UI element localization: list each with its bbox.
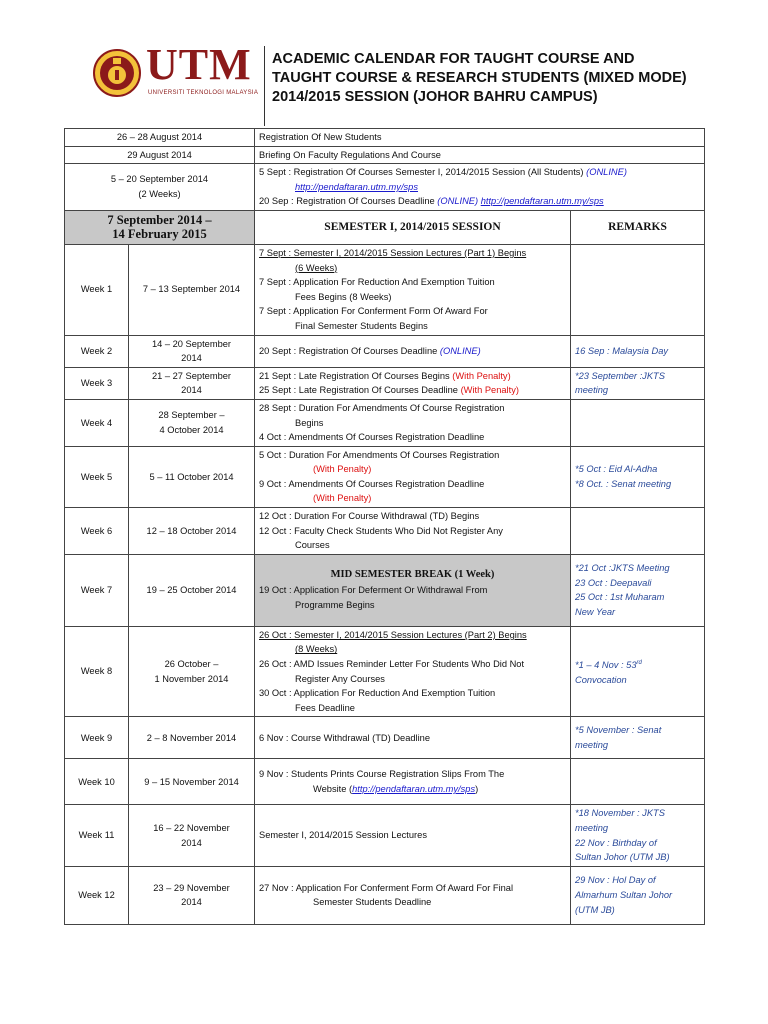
event-cell: 5 Oct : Duration For Amendments Of Courses Registration (With Penalty) 9 Oct : Amendments Of Courses Registration Deadline (With Penalty) xyxy=(255,446,571,507)
document-header xyxy=(0,0,768,126)
week-cell: Week 11 xyxy=(65,805,129,866)
calendar-table xyxy=(64,128,705,925)
header-divider xyxy=(264,46,265,126)
event-cell: 21 Sept : Late Registration Of Courses Begins (With Penalty) 25 Sept : Late Registration Of Courses Deadline (With Penalty) xyxy=(255,367,571,399)
remarks-cell: *5 Oct : Eid Al-Adha *8 Oct. : Senat meeting xyxy=(571,446,705,507)
event-cell: 12 Oct : Duration For Course Withdrawal (TD) Begins 12 Oct : Faculty Check Students Who Did Not Register Any Courses xyxy=(255,508,571,555)
event-cell: 9 Nov : Students Prints Course Registration Slips From The Website (http://pendaftaran.utm.my/sps) xyxy=(255,759,571,805)
remarks-cell: 29 Nov : Hol Day of Almarhum Sultan Johor (UTM JB) xyxy=(571,866,705,924)
event-cell: Registration Of New Students xyxy=(255,129,705,147)
table-row xyxy=(65,146,705,164)
event-cell: 7 Sept : Semester I, 2014/2015 Session Lectures (Part 1) Begins (6 Weeks) 7 Sept : Application For Reduction And Exemption Tuition Fees Begins (8 Weeks) 7 Sept : Application For Conferment Form Of Award For Final Semester Students Begins xyxy=(255,244,571,335)
table-row xyxy=(65,508,705,555)
event-cell: 5 Sept : Registration Of Courses Semester I, 2014/2015 Session (All Students) (ONLINE) http://pendaftaran.utm.my/sps 20 Sep : Registration Of Courses Deadline (ONLINE) http://pendaftaran.utm.my/sps xyxy=(255,164,705,211)
table-row xyxy=(65,554,705,626)
table-row xyxy=(65,164,705,211)
remarks-cell xyxy=(571,244,705,335)
registration-link[interactable]: http://pendaftaran.utm.my/sps xyxy=(295,181,418,192)
date-cell: 14 – 20 September 2014 xyxy=(129,335,255,367)
date-cell: 28 September – 4 October 2014 xyxy=(129,399,255,446)
week-cell: Week 12 xyxy=(65,866,129,924)
title-line-2: TAUGHT COURSE & RESEARCH STUDENTS (MIXED MODE) xyxy=(272,70,687,86)
table-row xyxy=(65,335,705,367)
week-cell: Week 5 xyxy=(65,446,129,507)
table-row xyxy=(65,626,705,717)
week-cell: Week 8 xyxy=(65,626,129,717)
week-cell: Week 6 xyxy=(65,508,129,555)
event-cell: 26 Oct : Semester I, 2014/2015 Session Lectures (Part 2) Begins (8 Weeks) 26 Oct : AMD Issues Reminder Letter For Students Who Did Not Register Any Courses 30 Oct : Application For Reduction And Exemption Tuition Fees Deadline xyxy=(255,626,571,717)
event-cell: 28 Sept : Duration For Amendments Of Course Registration Begins 4 Oct : Amendments Of Courses Registration Deadline xyxy=(255,399,571,446)
table-row xyxy=(65,244,705,335)
week-cell: Week 4 xyxy=(65,399,129,446)
title-line-3: 2014/2015 SESSION (JOHOR BAHRU CAMPUS) xyxy=(272,89,598,105)
table-row xyxy=(65,717,705,759)
date-cell: 7 – 13 September 2014 xyxy=(129,244,255,335)
remarks-cell xyxy=(571,508,705,555)
week-cell: Week 7 xyxy=(65,554,129,626)
table-row xyxy=(65,446,705,507)
event-cell: Semester I, 2014/2015 Session Lectures xyxy=(255,805,571,866)
date-cell: 5 – 11 October 2014 xyxy=(129,446,255,507)
date-cell: 29 August 2014 xyxy=(65,146,255,164)
week-cell: Week 10 xyxy=(65,759,129,805)
date-cell: 26 – 28 August 2014 xyxy=(65,129,255,147)
date-cell: 23 – 29 November 2014 xyxy=(129,866,255,924)
page-title xyxy=(272,50,752,107)
remarks-cell: *18 November : JKTS meeting 22 Nov : Birthday of Sultan Johor (UTM JB) xyxy=(571,805,705,866)
remarks-header: REMARKS xyxy=(571,210,705,244)
remarks-cell: *1 – 4 Nov : 53rd Convocation xyxy=(571,626,705,717)
table-row xyxy=(65,129,705,147)
event-cell: 6 Nov : Course Withdrawal (TD) Deadline xyxy=(255,717,571,759)
remarks-cell: 16 Sep : Malaysia Day xyxy=(571,335,705,367)
event-cell: 20 Sept : Registration Of Courses Deadline (ONLINE) xyxy=(255,335,571,367)
week-cell: Week 1 xyxy=(65,244,129,335)
registration-link[interactable]: http://pendaftaran.utm.my/sps xyxy=(480,196,604,207)
table-row xyxy=(65,866,705,924)
week-cell: Week 3 xyxy=(65,367,129,399)
semester-dates: 7 September 2014 – 14 February 2015 xyxy=(65,210,255,244)
remarks-cell: *23 September :JKTS meeting xyxy=(571,367,705,399)
table-row xyxy=(65,805,705,866)
date-cell: 2 – 8 November 2014 xyxy=(129,717,255,759)
table-row xyxy=(65,759,705,805)
logo-wordmark: UTM xyxy=(146,40,252,89)
table-row xyxy=(65,399,705,446)
registration-link[interactable]: http://pendaftaran.utm.my/sps xyxy=(352,783,476,794)
event-cell: 27 Nov : Application For Conferment Form Of Award For Final Semester Students Deadline xyxy=(255,866,571,924)
event-cell: MID SEMESTER BREAK (1 Week) 19 Oct : Application For Deferment Or Withdrawal From Programme Begins xyxy=(255,554,571,626)
date-cell: 21 – 27 September 2014 xyxy=(129,367,255,399)
date-cell: 9 – 15 November 2014 xyxy=(129,759,255,805)
remarks-cell: *5 November : Senat meeting xyxy=(571,717,705,759)
date-cell: 5 – 20 September 2014 (2 Weeks) xyxy=(65,164,255,211)
date-cell: 19 – 25 October 2014 xyxy=(129,554,255,626)
remarks-cell xyxy=(571,759,705,805)
date-cell: 16 – 22 November 2014 xyxy=(129,805,255,866)
remarks-cell: *21 Oct :JKTS Meeting 23 Oct : Deepavali 25 Oct : 1st Muharam New Year xyxy=(571,554,705,626)
mid-semester-break-label: MID SEMESTER BREAK (1 Week) xyxy=(330,569,495,581)
week-cell: Week 2 xyxy=(65,335,129,367)
title-line-1: ACADEMIC CALENDAR FOR TAUGHT COURSE AND xyxy=(272,51,635,67)
event-cell: Briefing On Faculty Regulations And Course xyxy=(255,146,705,164)
date-cell: 26 October – 1 November 2014 xyxy=(129,626,255,717)
week-cell: Week 9 xyxy=(65,717,129,759)
date-cell: 12 – 18 October 2014 xyxy=(129,508,255,555)
semester-header-row xyxy=(65,210,705,244)
utm-emblem-icon xyxy=(92,48,142,98)
table-row xyxy=(65,367,705,399)
utm-logo xyxy=(88,40,259,106)
semester-title: SEMESTER I, 2014/2015 SESSION xyxy=(255,210,571,244)
logo-subtitle: UNIVERSITI TEKNOLOGI MALAYSIA xyxy=(148,90,259,96)
remarks-cell xyxy=(571,399,705,446)
